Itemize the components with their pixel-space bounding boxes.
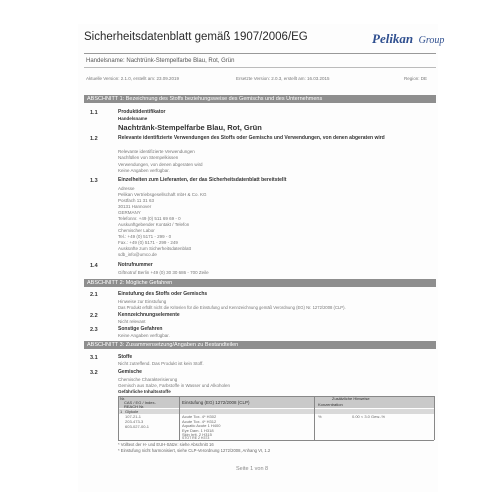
table-rule [118,396,119,440]
section-1-3-number: 1.3 [90,178,98,184]
s23-value: Keine Angaben verfügbar. [118,333,170,338]
s13-line: Auskunftgebender Kontakt / Telefon [118,222,190,227]
s12-line: Nachfüllen von Stempelkissen [118,155,179,160]
section-1-1-number: 1.1 [90,110,98,116]
s12-line: Relevante identifizierte Verwendungen [118,149,195,154]
current-version: Aktuelle Version: 2.1.0, erstellt am: 23.09.2019 [86,76,180,81]
product-line: Handelsname: Nachtrünk-Stempelfarbe Blau, Rot, Grün [86,58,235,64]
page-number: Seite 1 von 8 [236,466,269,472]
s22-value: Nicht relevant [118,319,146,324]
table-rule [314,396,315,440]
replaced-version: Ersetzte Version: 2.0.3, erstellt am: 16.03.2015 [236,76,330,81]
s21-line: Hinweise zur Einstufung [118,299,167,304]
table-head-col3-sub: Konzentration [318,402,343,407]
section-3-2-title: Gemische [118,369,142,375]
section-3-1-title: Stoffe [118,354,133,360]
s12-line: Keine Angaben verfügbar. [118,168,170,173]
table-head-col1: CAS / EG / Index- [124,400,156,405]
emergency-number: Giftnotruf Berlin +49 (0) 30 30 686 - 700 Zeile [118,270,209,275]
table-row-number: 1 [120,408,123,414]
s32-line: Gemisch aus Salze, Farbstoffe in Wasser und Alkoholen [118,383,231,388]
section-1-1-sub: Handelsname [118,116,148,121]
table-row-class: Skin Irrit. 2 H315 [182,432,212,437]
section-2-heading: ABSCHNITT 2: Mögliche Gefahren [84,279,436,287]
section-1-1-title: Produktidentifikator [118,109,166,115]
section-1-4-title: Notrufnummer [118,262,153,268]
table-head-col1: Nr. [120,396,126,401]
s13-line: Adresse [118,186,135,191]
s13-line: Tel.: +49 (0) 5171 - 299 - 0 [118,234,172,239]
table-row-concentration: 0.00 < 3.0 Gew.-% [352,414,386,419]
s13-line: 30131 Hannover [118,204,152,209]
table-name-band [118,409,434,414]
header-divider [84,53,436,54]
table-row-id: 107-21-1 [125,414,142,419]
section-1-heading: ABSCHNITT 1: Bezeichnung des Stoffs beziehungsweise des Gemischs und des Unternehmens [84,95,436,103]
section-2-3-number: 2.3 [90,327,98,333]
table-header-band [118,396,434,408]
s13-line: GERMANY [118,210,141,215]
s13-line: Telefonnr. +49 (0) 511 69 69 - 0 [118,216,181,221]
table-row-class: Acute Tox. 4* H302 [182,414,217,419]
document-title: Sicherheitsdatenblatt gemäß 1907/2006/EG [84,31,308,43]
section-2-2-number: 2.2 [90,313,98,319]
s13-email: sdb_info@umco.de [118,252,157,257]
s13-line: Fax.: +49 (0) 5171 - 299 - 249 [118,240,178,245]
section-3-2-number: 3.2 [90,370,98,376]
s32-line: Chemische Charakterisierung [118,377,178,382]
pelikan-logo [372,30,444,48]
product-name: Nachtränk-Stempelfarbe Blau, Rot, Grün [118,123,262,132]
region: Region: DE [404,76,428,81]
section-1-4-number: 1.4 [90,263,98,269]
table-row-class: Acute Tox. 4* H312 [182,418,217,424]
section-2-1-number: 2.1 [90,292,98,298]
s21-line: Das Produkt erfüllt nicht die Kriterien für die Einstufung und Kennzeichnung gemäß Verordnung (EG) Nr. 1272/2008 (CLP). [118,305,346,310]
table-rule [179,396,180,440]
table-head-col1: REACH Nr. [124,404,145,409]
product-divider [84,67,436,68]
s13-line: Postfach 11 31 63 [118,198,154,203]
table-row-class: Aquatic Acute 1 H400 [182,423,221,428]
table-row-id: 603-027-00-1 [125,424,150,429]
table-row-id: 203-473-3 [125,419,144,424]
table-head-col2: Einstufung (EG) 1272/2008 (CLP) [182,400,250,405]
section-2-1-title: Einstufung des Stoffs oder Gemischs [118,291,208,297]
logo-brand: Pelikan [372,31,414,46]
s12-line: Verwendungen, von denen abgeraten wird [118,162,203,167]
table-note: * Volltext der H- und EUH-Sätze: siehe Abschnitt 16 [118,442,214,447]
section-2-2-title: Kennzeichnungselemente [118,312,180,318]
section-3-1-number: 3.1 [90,355,98,361]
table-row-class: Eye Dam. 1 H318 [182,427,214,433]
s32-line: Gefährliche Inhaltsstoffe [118,389,171,394]
s31-value: Nicht zutreffend. Das Produkt ist kein Stoff. [118,361,204,366]
section-3-heading: ABSCHNITT 3: Zusammensetzung/Angaben zu Bestandteilen [84,341,436,349]
table-note: * Einstufung nicht harmonisiert, siehe CLP-Verordnung 1272/2008, Anhang VI, 1.2 [118,448,271,453]
table-row-class: STOT RE 2 H373 [182,436,210,440]
section-1-3-title: Einzelheiten zum Lieferanten, der das Sicherheitsdatenblatt bereitstellt [118,177,287,183]
section-1-2-number: 1.2 [90,136,98,142]
logo-group: Group [418,35,445,46]
table-rule [118,440,434,441]
table-rule [118,396,434,397]
table-row-unit: % [318,414,322,419]
section-2-3-title: Sonstige Gefahren [118,326,163,332]
table-head-col3: Zusätzliche Hinweise [332,396,370,401]
s13-line: Auskünfte zum Sicherheitsdatenblatt [118,246,192,251]
s13-line: Chemischer Labor [118,228,155,233]
table-row-name: Glykole [125,408,139,414]
section-1-2-title: Relevante identifizierte Verwendungen des Stoffs oder Gemischs und Verwendungen, von denen abgeraten wird [118,135,385,141]
table-rule [434,396,435,440]
s13-line: Pelikan Vertriebsgesellschaft mbH & Co. KG [118,192,207,197]
